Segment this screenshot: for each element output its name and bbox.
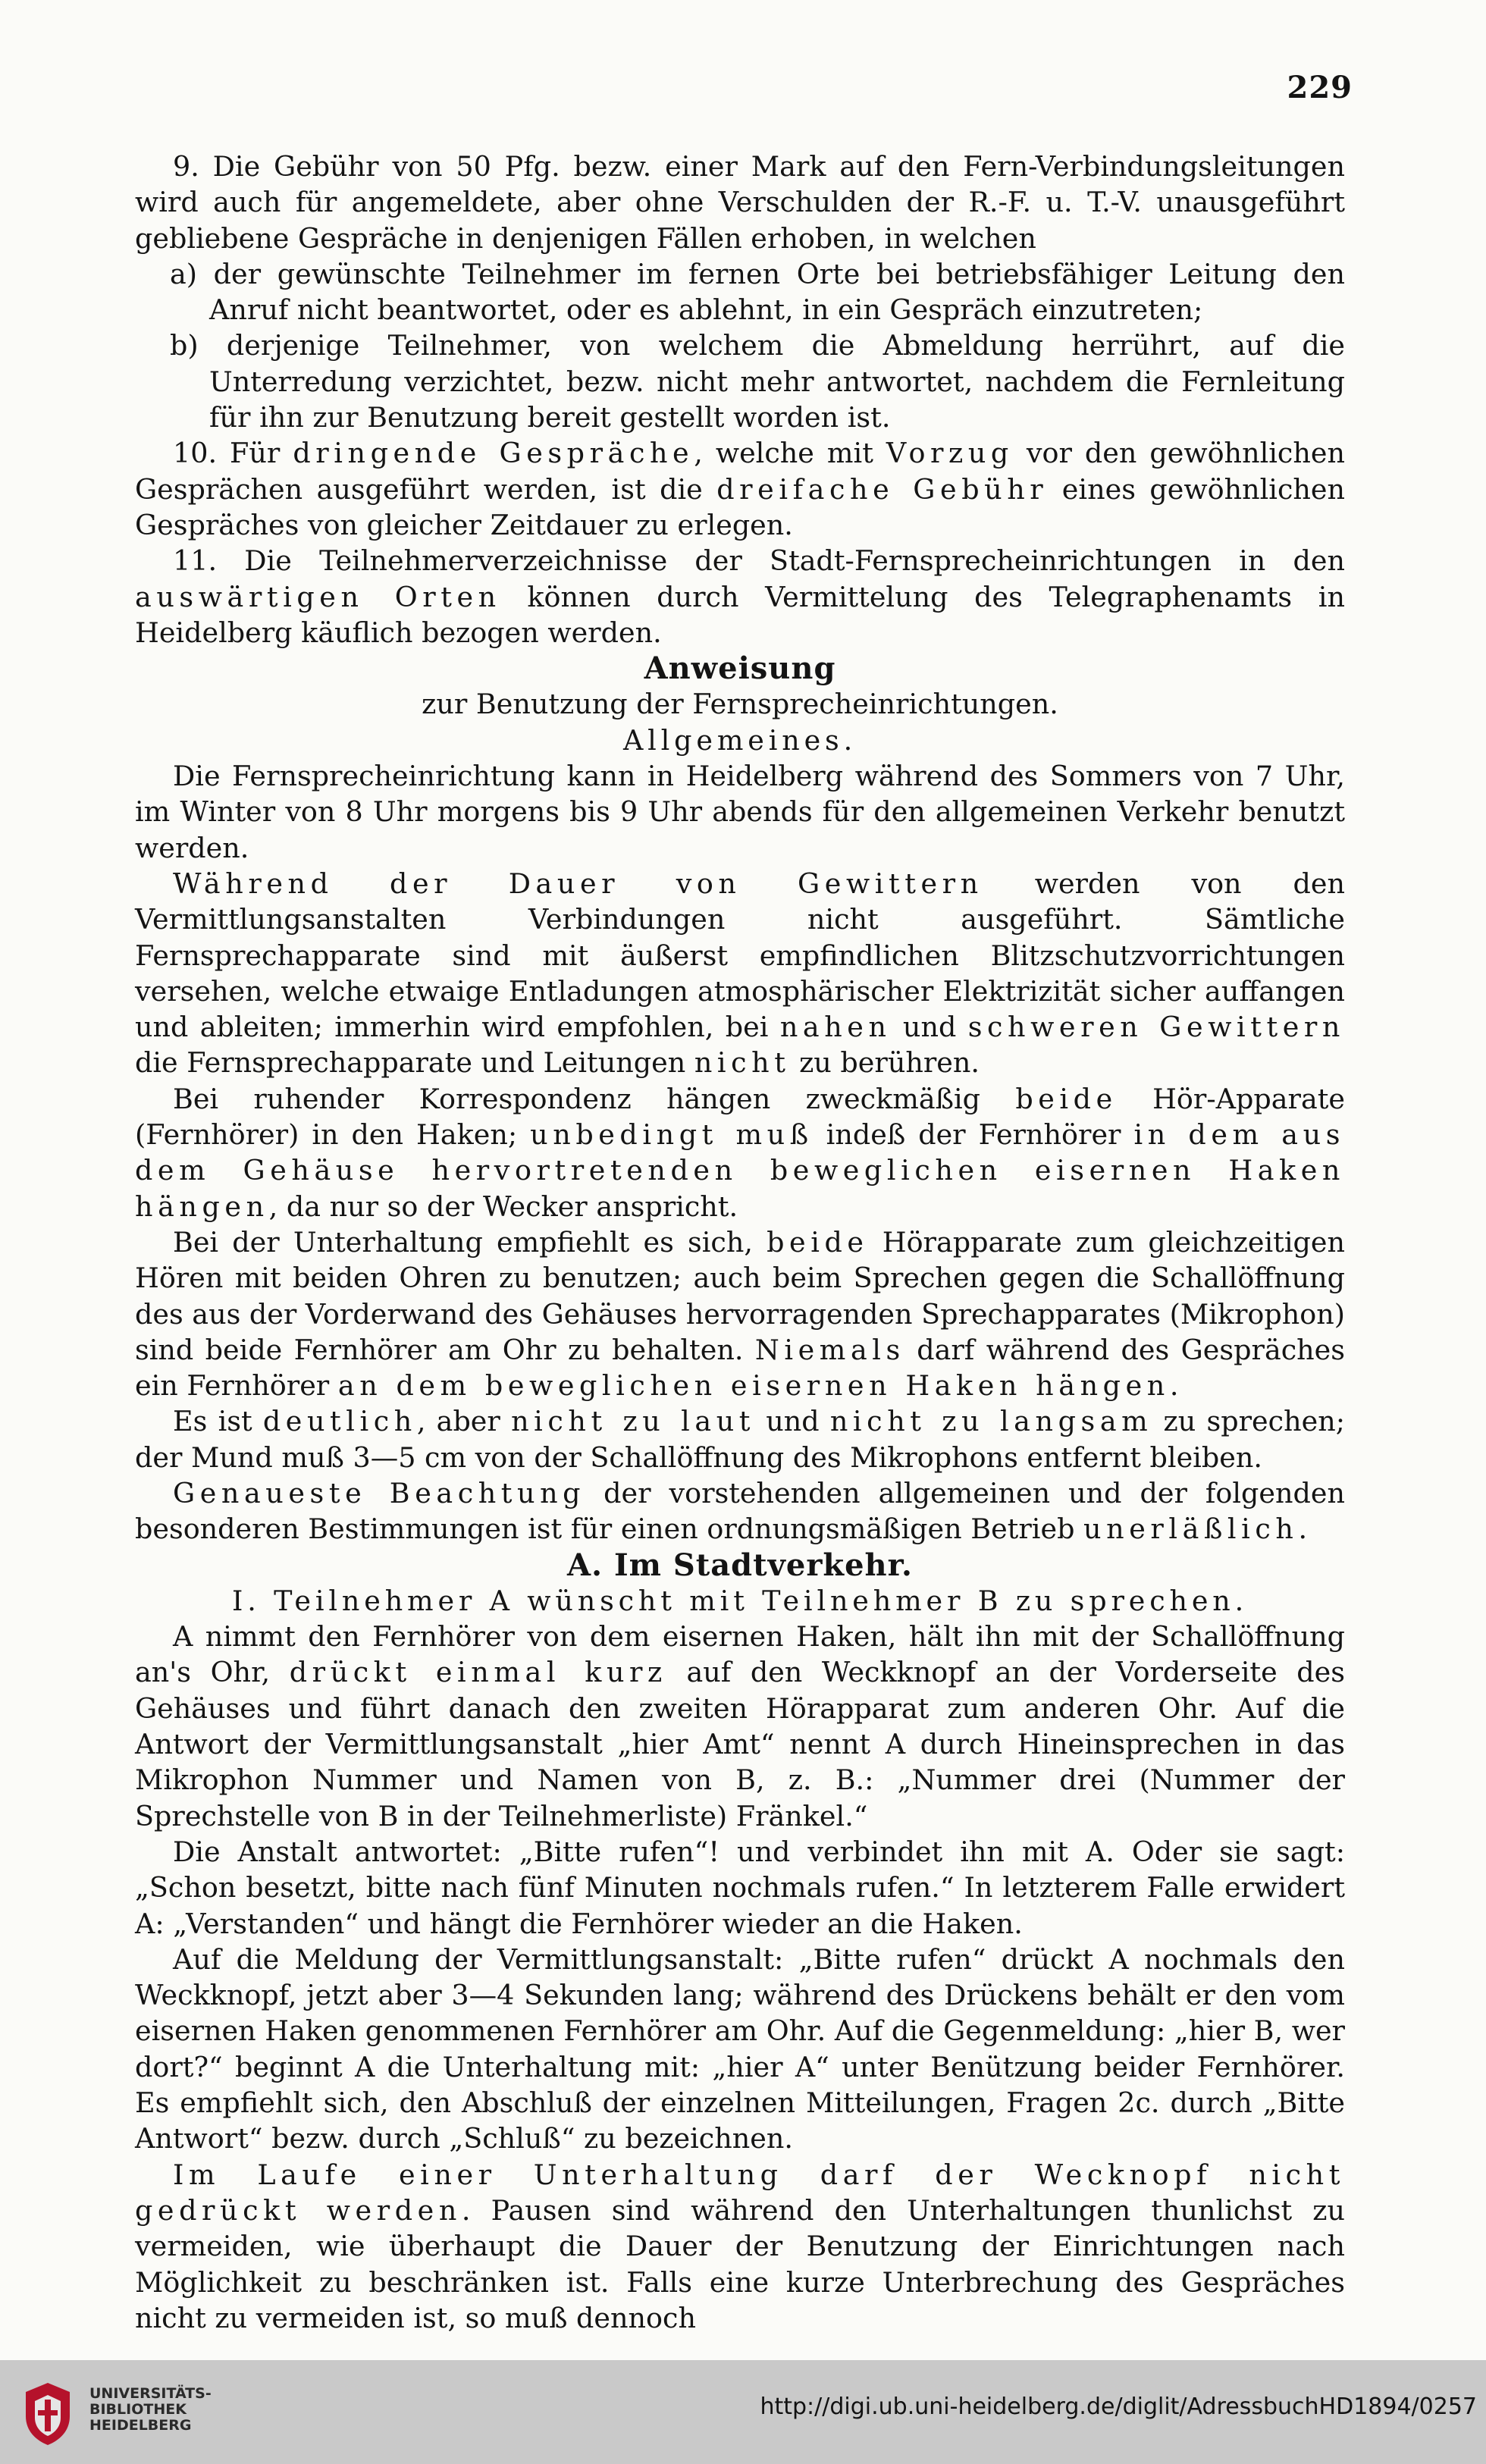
text-span: werden von den Vermittlungsanstalten Verbindungen nicht ausgeführt. Sämtliche Fernsprechapparate sind mit äußerst empfindlichen Blitzschutzvorrichtungen versehen, welche etwaige Entladungen atmosphärischer Elektrizität sicher auffangen und ableiten; immerhin wird empfohlen, bei — [135, 867, 1345, 1044]
paragraph-idle-correspondence — [135, 1081, 1345, 1224]
paragraph-calling-procedure — [135, 1619, 1345, 1834]
spaced-emphasis: schweren Gewittern — [967, 1011, 1345, 1044]
text-span: . — [1169, 1369, 1179, 1403]
paragraph-thunderstorms — [135, 866, 1345, 1081]
section-heading: Anweisung — [644, 650, 836, 687]
library-name-line: BIBLIOTHEK — [89, 2401, 187, 2418]
text-span: indeß der Fernhörer — [813, 1118, 1134, 1152]
university-seal-icon — [14, 2377, 82, 2450]
library-name — [89, 2386, 212, 2434]
spaced-emphasis: nahen — [779, 1011, 892, 1044]
text-span: Bei der Unterhaltung empfiehlt es sich, — [173, 1225, 767, 1259]
text-span: . — [1298, 1513, 1308, 1546]
text-span: Hörapparate zum gleichzeitigen Hören mit beiden Ohren zu benutzen; auch beim Sprechen gegen die Schallöffnung des aus der Vorderwand des Gehäuses hervorragenden Sprechapparates (Mikrophon) sind beide Fernhörer am Ohr zu behalten. — [135, 1225, 1345, 1366]
text-span: 10. Für — [173, 437, 293, 470]
spaced-emphasis: nicht — [694, 1046, 791, 1080]
paragraph-item-9: 9. Die Gebühr von 50 Pfg. bezw. einer Mark auf den Fern-Verbindungsleitungen wird auch für angemeldete, aber ohne Verschulden der R.-F. u. T.-V. unausgeführt gebliebene Gespräche in denjenigen Fällen erhoben, in welchen — [135, 150, 1345, 255]
viewer-footer — [0, 2360, 1486, 2464]
source-url-link[interactable]: http://digi.ub.uni-heidelberg.de/diglit/AdressbuchHD1894/0257 — [760, 2393, 1477, 2420]
library-name-line: UNIVERSITÄTS- — [89, 2385, 212, 2402]
text-span: . Pausen sind während den Unterhaltungen thunlichst zu vermeiden, wie überhaupt die Dauer der Benutzung der Einrichtungen nach Möglichkeit zu beschränken ist. Falls eine kurze Unterbrechung des Gespräches nicht zu vermeiden ist, so muß dennoch — [135, 2193, 1345, 2334]
spaced-emphasis: Im Laufe einer Unterhaltung darf der Wecknopf nicht gedrückt werden — [135, 2158, 1345, 2227]
text-span: zu berühren. — [790, 1046, 980, 1080]
paragraph-speaking — [135, 1403, 1345, 1475]
text-span: darf während des Gespräches ein Fernhörer — [135, 1333, 1345, 1403]
spaced-emphasis: beide — [767, 1225, 869, 1259]
text-span: A nimmt den Fernhörer von dem eisernen Haken, hält ihn mit der Schallöffnung an's Ohr, — [135, 1620, 1345, 1689]
paragraph-item-9a: a) der gewünschte Teilnehmer im fernen Orte bei betriebsfähiger Leitung den Anruf nicht beantwortet, oder es ablehnt, in ein Gespräch einzutreten; — [170, 257, 1345, 327]
spaced-emphasis: dringende Gespräche — [293, 437, 694, 470]
subsection-i-heading: I. Teilnehmer A wünscht mit Teilnehmer B zu sprechen. — [231, 1584, 1249, 1617]
paragraph-hours: Die Fernsprecheinrichtung kann in Heidelberg während des Sommers von 7 Uhr, im Winter von 8 Uhr morgens bis 9 Uhr abends für den allgemeinen Verkehr benutzt werden. — [135, 760, 1345, 864]
spaced-emphasis: deutlich — [262, 1405, 417, 1438]
page-number: 229 — [1287, 70, 1353, 105]
text-span: zu sprechen; der Mund muß 3—5 cm von der Schallöffnung des Mikrophons entfernt bleiben. — [135, 1405, 1345, 1474]
section-a-title: Im Stadtverkehr. — [613, 1547, 913, 1583]
text-span: und — [891, 1011, 968, 1044]
spaced-emphasis: dreifache Gebühr — [716, 472, 1049, 506]
text-span: , da nur so der Wecker anspricht. — [268, 1190, 738, 1223]
subsection-heading: Allgemeines. — [622, 723, 857, 757]
section-a-prefix: A. — [567, 1547, 603, 1583]
paragraph-item-9b: b) derjenige Teilnehmer, von welchem die Abmeldung herrührt, auf die Unterredung verzichtet, bezw. nicht mehr antwortet, nachdem die Fernleitung für ihn zur Benutzung bereit gestellt worden ist. — [170, 329, 1345, 434]
text-span: , aber — [416, 1405, 512, 1438]
library-name-line: HEIDELBERG — [89, 2417, 192, 2434]
spaced-emphasis: an dem beweglichen eisernen Haken hängen — [337, 1369, 1170, 1403]
spaced-emphasis: Genaueste Beachtung — [173, 1476, 586, 1509]
text-span: vor den gewöhnlichen Gesprächen ausgeführt werden, ist die — [135, 437, 1345, 506]
spaced-emphasis: unerläßlich — [1083, 1513, 1299, 1546]
paragraph-item-10 — [135, 435, 1345, 543]
text-span: Es ist — [173, 1405, 263, 1438]
spaced-emphasis: nicht zu langsam — [829, 1405, 1153, 1438]
paragraph-compliance — [135, 1475, 1345, 1547]
spaced-emphasis: in dem aus dem Gehäuse hervortretenden beweglichen eisernen Haken hängen — [135, 1118, 1345, 1223]
paragraph-item-11 — [135, 543, 1345, 650]
text-span: Bei ruhender Korrespondenz hängen zweckmäßig — [173, 1082, 1016, 1115]
spaced-emphasis: Während der Dauer von Gewittern — [173, 867, 983, 900]
paragraph-exchange-answer: Die Anstalt antwortet: „Bitte rufen“! und verbindet ihn mit A. Oder sie sagt: „Schon besetzt, bitte nach fünf Minuten nochmals rufen.“ In letzterem Falle erwidert A: „Verstanden“ und hängt die Fernhörer wieder an die Haken. — [135, 1835, 1345, 1940]
text-span: auf den Weckknopf an der Vorderseite des Gehäuses und führt danach den zweiten Hörapparat zum anderen Ohr. Auf die Antwort der Vermittlungsanstalt „hier Amt“ nennt A durch Hineinsprechen in das Mikrophon Nummer und Namen von B, z. B.: „Nummer drei (Nummer der Sprechstelle von B in der Teilnehmerliste) Fränkel.“ — [135, 1656, 1345, 1832]
spaced-emphasis: unbedingt muß — [530, 1118, 814, 1152]
spaced-emphasis: drückt einmal kurz — [289, 1656, 667, 1689]
text-span: können durch Vermittelung des Telegraphenamts in Heidelberg käuflich bezogen werden. — [135, 580, 1345, 649]
spaced-emphasis: auswärtigen Orten — [135, 580, 501, 613]
section-a-heading — [135, 1547, 1345, 1583]
text-span: Hör-Apparate (Fernhörer) in den Haken; — [135, 1082, 1345, 1152]
paragraph-interruptions — [135, 2157, 1345, 2336]
spaced-emphasis: beide — [1015, 1082, 1118, 1115]
spaced-emphasis: Vorzug — [886, 437, 1014, 470]
text-span: der vorstehenden allgemeinen und der folgenden besonderen Bestimmungen ist für einen ordnungsmäßigen Betrieb — [135, 1476, 1345, 1546]
text-span: , welche mit — [694, 437, 886, 470]
paragraph-ringing: Auf die Meldung der Vermittlungsanstalt: „Bitte rufen“ drückt A nochmals den Weckknopf, jetzt aber 3—4 Sekunden lang; während des Drückens behält er den vom eisernen Haken genommenen Fernhörer am Ohr. Auf die Gegenmeldung: „hier B, wer dort?“ beginnt A die Unterhaltung mit: „hier A“ unter Benützung beider Fernhörer. Es empfiehlt sich, den Abschluß der einzelnen Mitteilungen, Fragen 2c. durch „Bitte Antwort“ bezw. durch „Schluß“ zu bezeichnen. — [135, 1942, 1345, 2155]
spaced-emphasis: nicht zu laut — [511, 1405, 756, 1438]
text-span: und — [755, 1405, 830, 1438]
text-column — [135, 149, 1345, 2336]
text-span: die Fernsprechapparate und Leitungen — [135, 1046, 694, 1080]
paragraph-conversation — [135, 1224, 1345, 1403]
text-span: eines gewöhnlichen Gespräches von gleicher Zeitdauer zu erlegen. — [135, 472, 1346, 541]
text-span: 11. Die Teilnehmerverzeichnisse der Stadt-Fernsprecheinrichtungen in den — [173, 544, 1345, 578]
spaced-emphasis: Niemals — [754, 1333, 905, 1366]
section-subheading: zur Benutzung der Fernsprecheinrichtungen. — [422, 688, 1058, 721]
